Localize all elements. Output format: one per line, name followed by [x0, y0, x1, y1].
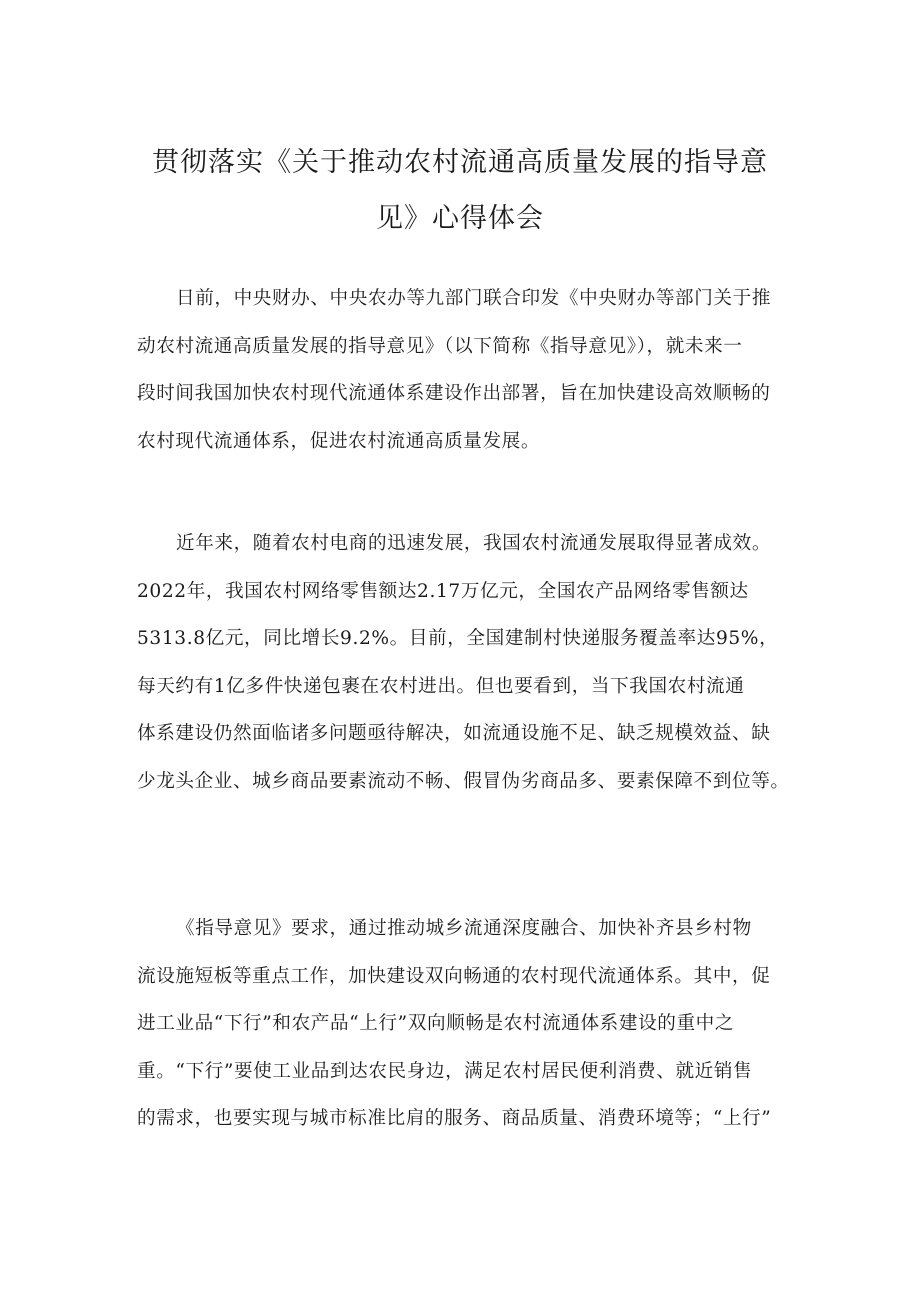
paragraph-line: 农村现代流通体系，促进农村流通高质量发展。 — [137, 430, 541, 452]
paragraph-line: 的需求，也要实现与城市标准比肩的服务、商品质量、消费环境等；“上行” — [137, 1108, 772, 1129]
title-line-2: 见》心得体会 — [376, 203, 544, 234]
paragraph-1 — [137, 275, 787, 465]
document-title — [120, 135, 800, 247]
paragraph-line: 《指导意见》要求，通过推动城乡流通深度融合、加快补齐县乡村物 — [176, 918, 752, 939]
paragraph-line: 重。“下行”要使工业品到达农民身边，满足农村居民便利消费、就近销售 — [137, 1060, 753, 1082]
paragraph-3 — [137, 905, 787, 1143]
paragraph-line: 体系建设仍然面临诸多问题亟待解决，如流通设施不足、缺乏规模效益、缺 — [137, 723, 771, 744]
paragraph-line: 少龙头企业、城乡商品要素流动不畅、假冒伪劣商品多、要素保障不到位等。 — [137, 770, 790, 792]
title-line-1: 贯彻落实《关于推动农村流通高质量发展的指导意 — [152, 147, 768, 178]
paragraph-line: 进工业品“下行”和农产品“上行”双向顺畅是农村流通体系建设的重中之 — [137, 1013, 735, 1034]
paragraph-line: 2022年，我国农村网络零售额达2.17万亿元，全国农产品网络零售额达 — [137, 580, 749, 602]
paragraph-line: 流设施短板等重点工作，加快建设双向畅通的农村现代流通体系。其中，促 — [137, 965, 771, 987]
paragraph-line: 日前，中央财办、中央农办等九部门联合印发《中央财办等部门关于推 — [176, 288, 772, 309]
paragraph-line: 5313.8亿元，同比增长9.2%。目前，全国建制村快递服务覆盖率达95%， — [137, 628, 779, 649]
paragraph-line: 每天约有1亿多件快递包裹在农村进出。但也要看到，当下我国农村流通 — [137, 675, 745, 697]
paragraph-2 — [137, 520, 790, 805]
paragraph-line: 近年来，随着农村电商的迅速发展，我国农村流通发展取得显著成效。 — [176, 533, 772, 554]
paragraph-line: 动农村流通高质量发展的指导意见》（以下简称《指导意见》），就未来一 — [137, 335, 743, 357]
paragraph-line: 段时间我国加快农村现代流通体系建设作出部署，旨在加快建设高效顺畅的 — [137, 383, 771, 404]
